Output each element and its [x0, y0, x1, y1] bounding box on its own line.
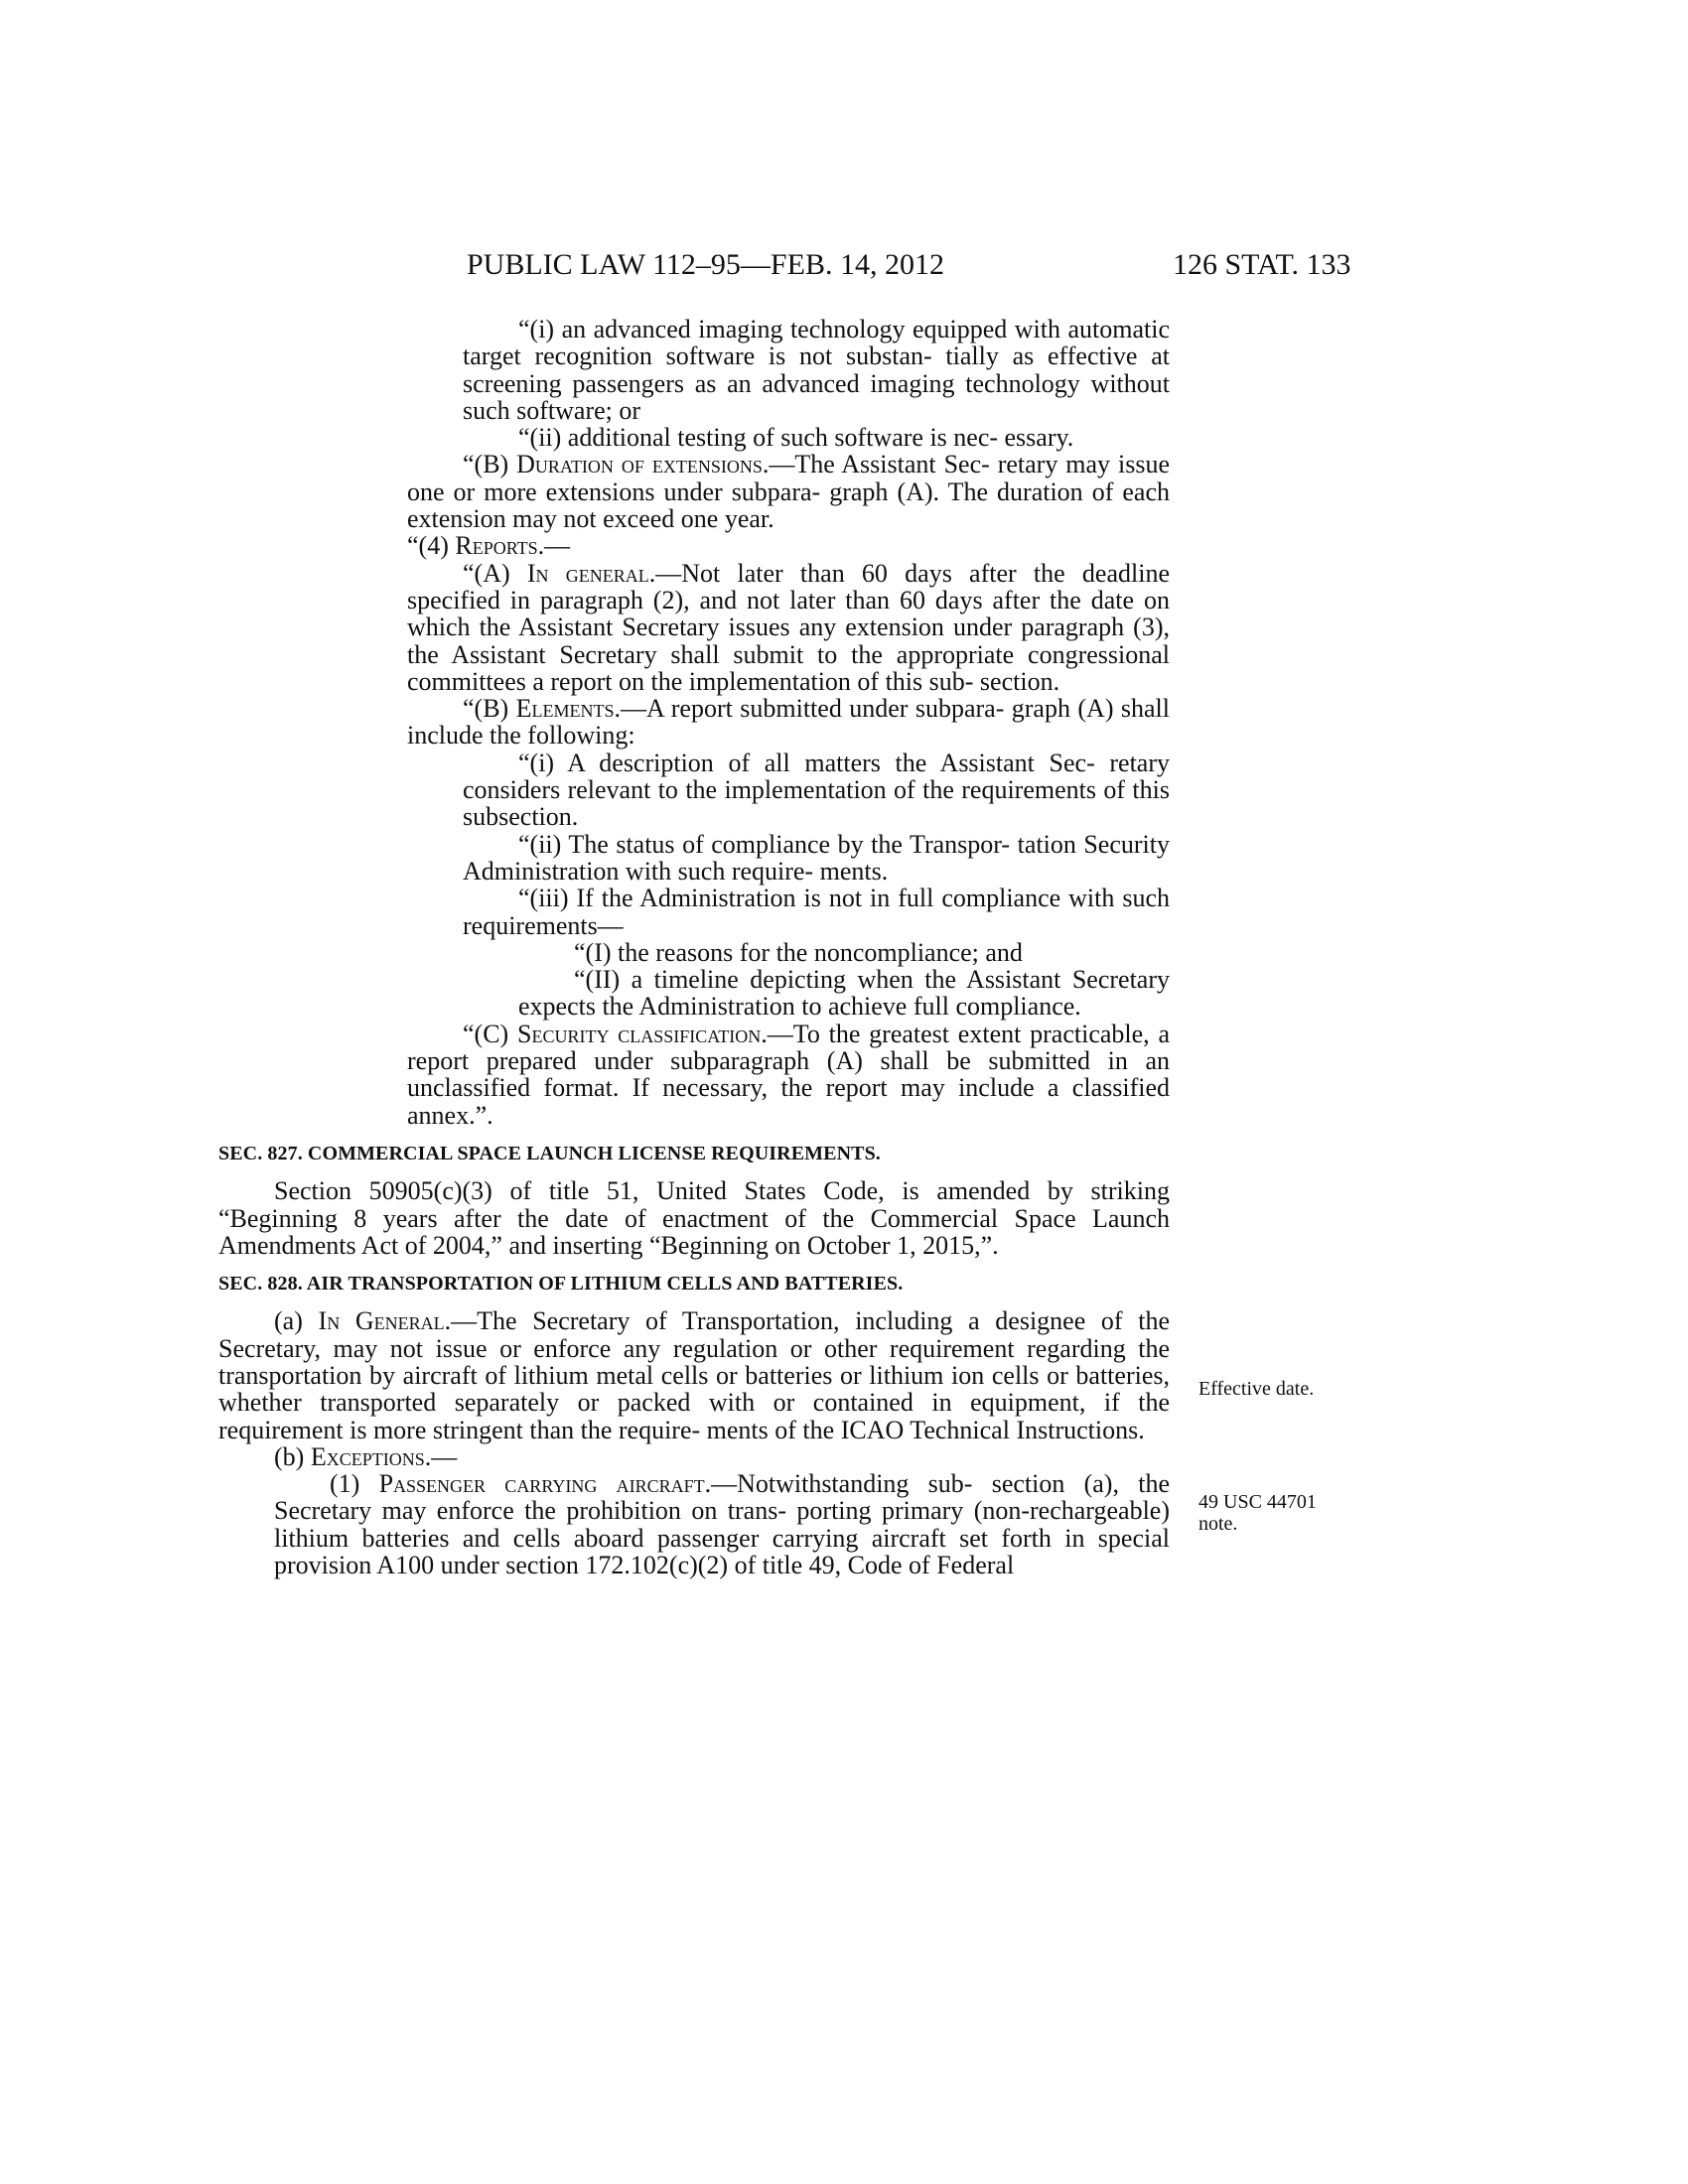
document-body	[218, 315, 1171, 1580]
subpara-c-classification: “(C) Security classification.—To the greatest extent practicable, a report prepared under subparagraph (A) shall be submitted in an unclassified format. If necessary, the report may include a classified annex.”.	[407, 1019, 1170, 1130]
section-827-text: Section 50905(c)(3) of title 51, United States Code, is amended by striking “Beginning 8 years after the date of enactment of the Commercial Space Launch Amendments Act of 2004,” and inserting “Beginning on October 1, 2015,”.	[218, 1176, 1170, 1260]
element-i: “(i) A description of all matters the Assistant Sec- retary considers relevant to the implementation of the requirements of this subsection.	[463, 748, 1170, 832]
heading-passenger-aircraft: Passenger carrying aircraft	[378, 1469, 705, 1499]
subclause-I: “(I) the reasons for the noncompliance; and	[574, 937, 1023, 967]
para-4-reports: “(4) Reports.—	[407, 531, 571, 561]
section-828-heading: SEC. 828. AIR TRANSPORTATION OF LITHIUM CELLS AND BATTERIES.	[218, 1273, 904, 1296]
section-828-a: (a) In General.—The Secretary of Transportation, including a designee of the Secretary, may not issue or enforce any regulation or other requirement regarding the transportation by aircraft of lithium metal cells or batteries or lithium ion cells or batteries, whether transported separately or packed with or contained in equipment, if the requirement is more stringent than the require- ments of the ICAO Technical Instructions.	[218, 1306, 1170, 1444]
margin-note-usc-line2: note.	[1198, 1513, 1238, 1535]
running-head: PUBLIC LAW 112–95—FEB. 14, 2012	[467, 248, 944, 281]
clause-ii: “(ii) additional testing of such software is nec- essary.	[518, 423, 1074, 453]
margin-note-effective-date: Effective date.	[1198, 1378, 1315, 1400]
subpara-b-elements: “(B) Elements.—A report submitted under subpara- graph (A) shall include the following:	[407, 694, 1170, 751]
heading-security-classification: Security classification	[517, 1019, 762, 1048]
page-number: 126 STAT. 133	[1173, 248, 1351, 281]
element-ii: “(ii) The status of compliance by the Transpor- tation Security Administration with such require- ments.	[463, 829, 1170, 886]
section-827-heading: SEC. 827. COMMERCIAL SPACE LAUNCH LICENSE REQUIREMENTS.	[218, 1142, 881, 1164]
heading-in-general-828: In General	[318, 1306, 445, 1336]
heading-exceptions: Exceptions	[310, 1441, 425, 1471]
heading-duration: Duration of extensions	[516, 450, 763, 479]
element-iii: “(iii) If the Administration is not in full compliance with such requirements—	[463, 884, 1170, 940]
subclause-II: “(II) a timeline depicting when the Assistant Secretary expects the Administration to achieve full compliance.	[518, 965, 1170, 1022]
margin-note-usc-line1: 49 USC 44701	[1198, 1491, 1317, 1513]
page-header	[0, 245, 1688, 285]
heading-reports: Reports	[455, 531, 538, 561]
heading-elements: Elements	[515, 694, 615, 724]
section-828-b: (b) Exceptions.—	[274, 1441, 458, 1471]
heading-in-general: In general	[526, 558, 649, 588]
clause-i: “(i) an advanced imaging technology equipped with automatic target recognition software is not substan- tially as effective at screening passengers as an advanced imaging technology without such software; or	[463, 315, 1170, 425]
subpara-a-general: “(A) In general.—Not later than 60 days after the deadline specified in paragraph (2), and not later than 60 days after the date on which the Assistant Secretary issues any extension under paragraph (3), the Assistant Secretary shall submit to the appropriate congressional committees a report on the implementation of this sub- section.	[407, 558, 1170, 696]
section-828-b1: (1) Passenger carrying aircraft.—Notwithstanding sub- section (a), the Secretary may enforce the prohibition on trans- porting primary (non-rechargeable) lithium batteries and cells aboard passenger carrying aircraft set forth in special provision A100 under section 172.102(c)(2) of title 49, Code of Federal	[274, 1469, 1170, 1580]
margin-note-usc	[1198, 1491, 1317, 1535]
subpara-b-duration: “(B) Duration of extensions.—The Assistant Sec- retary may issue one or more extensions under subpara- graph (A). The duration of each extension may not exceed one year.	[407, 450, 1171, 534]
